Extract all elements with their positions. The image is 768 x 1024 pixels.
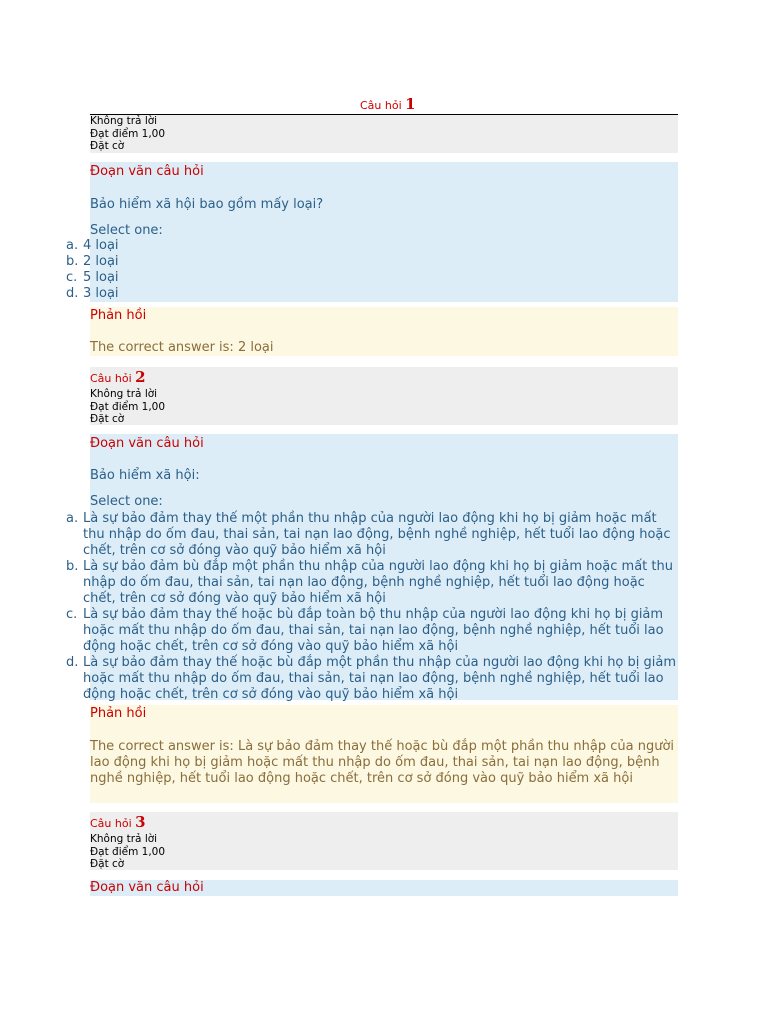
answer-text: 3 loại: [83, 286, 119, 301]
answer-text: Là sự bảo đảm thay thế hoặc bù đắp một phần thu nhập của người lao động khi họ bị giảm hoặc mất thu nhập do ốm đau, thai sản, tai nạn lao động, bệnh nghề nghiệp, hết tuổi lao động hoặc chết, trên cơ sở đóng vào quỹ bảo hiểm xã hội: [83, 655, 677, 702]
question-mark: Đạt điểm 1,00: [90, 127, 166, 140]
question-status: Không trả lời: [90, 388, 158, 400]
question-2-title: [90, 367, 678, 388]
question-title-label: Câu hỏi: [360, 99, 402, 112]
answer-text: 4 loại: [83, 238, 119, 253]
question-title-label: Câu hỏi: [90, 817, 132, 830]
answer-letter: c.: [66, 270, 78, 285]
flag-question-link[interactable]: Đặt cờ: [90, 858, 125, 870]
question-2-info: [90, 367, 678, 425]
question-1-answers: [66, 238, 678, 302]
question-text: Bảo hiểm xã hội bao gồm mấy loại?: [90, 197, 324, 212]
select-one-prompt: Select one:: [90, 223, 163, 238]
question-number: 1: [405, 95, 416, 113]
question-3-title: [90, 812, 678, 833]
question-mark: Đạt điểm 1,00: [90, 845, 166, 858]
answer-option[interactable]: [66, 238, 678, 254]
answer-option[interactable]: [66, 254, 678, 270]
question-status: Không trả lời: [90, 833, 158, 845]
question-text-label: Đoạn văn câu hỏi: [90, 164, 204, 179]
answer-text: Là sự bảo đảm thay thế một phần thu nhập của người lao động khi họ bị giảm hoặc mất thu nhập do ốm đau, thai sản, tai nạn lao động, bệnh nghề nghiệp, hết tuổi lao động hoặc chết, trên cơ sở đóng vào quỹ bảo hiểm xã hội: [83, 511, 671, 558]
question-mark: Đạt điểm 1,00: [90, 400, 166, 413]
answer-letter: c.: [66, 607, 78, 622]
answer-letter: d.: [66, 655, 79, 670]
answer-letter: a.: [66, 511, 79, 526]
answer-text: 2 loại: [83, 254, 119, 269]
question-1-feedback: [90, 307, 678, 356]
answer-letter: b.: [66, 559, 79, 574]
flag-question-link[interactable]: Đặt cờ: [90, 140, 125, 152]
answer-letter: a.: [66, 238, 79, 253]
question-3-info: [90, 812, 678, 870]
feedback-text: The correct answer is: 2 loại: [90, 340, 274, 355]
answer-option[interactable]: [66, 607, 678, 655]
feedback-text: The correct answer is: Là sự bảo đảm thay thế hoặc bù đắp một phần thu nhập của người lao động khi họ bị giảm hoặc mất thu nhập do ốm đau, thai sản, tai nạn lao động, bệnh nghề nghiệp, hết tuổi lao động hoặc chết, trên cơ sở đóng vào quỹ bảo hiểm xã hội: [90, 739, 675, 786]
answer-letter: d.: [66, 286, 79, 301]
answer-option[interactable]: [66, 511, 678, 559]
question-text-label: Đoạn văn câu hỏi: [90, 880, 204, 895]
question-3-text-box: [90, 880, 678, 896]
answer-text: 5 loại: [83, 270, 119, 285]
select-one-prompt: Select one:: [90, 494, 163, 509]
answer-option[interactable]: [66, 559, 678, 607]
answer-option[interactable]: [66, 655, 678, 703]
question-status: Không trả lời: [90, 115, 158, 127]
feedback-label: Phản hồi: [90, 308, 147, 323]
feedback-label: Phản hồi: [90, 706, 147, 721]
question-text: Bảo hiểm xã hội:: [90, 468, 200, 483]
question-text-label: Đoạn văn câu hỏi: [90, 436, 204, 451]
question-number: 2: [135, 368, 146, 386]
question-1-title: [360, 95, 416, 113]
question-1-info: [90, 115, 678, 153]
question-2-feedback: [90, 705, 678, 803]
answer-option[interactable]: [66, 286, 678, 302]
flag-question-link[interactable]: Đặt cờ: [90, 413, 125, 425]
question-number: 3: [135, 813, 146, 831]
answer-text: Là sự bảo đảm bù đắp một phần thu nhập của người lao động khi họ bị giảm hoặc mất thu nhập do ốm đau, thai sản, tai nạn lao động, bệnh nghề nghiệp, hết tuổi lao động hoặc chết, trên cơ sở đóng vào quỹ bảo hiểm xã hội: [83, 559, 673, 606]
answer-text: Là sự bảo đảm thay thế hoặc bù đắp toàn bộ thu nhập của người lao động khi họ bị giảm hoặc mất thu nhập do ốm đau, thai sản, tai nạn lao động, bệnh nghề nghiệp, hết tuổi lao động hoặc chết, trên cơ sở đóng vào quỹ bảo hiểm xã hội: [83, 607, 664, 654]
answer-letter: b.: [66, 254, 79, 269]
question-title-label: Câu hỏi: [90, 372, 132, 385]
answer-option[interactable]: [66, 270, 678, 286]
question-2-answers: [66, 511, 678, 703]
